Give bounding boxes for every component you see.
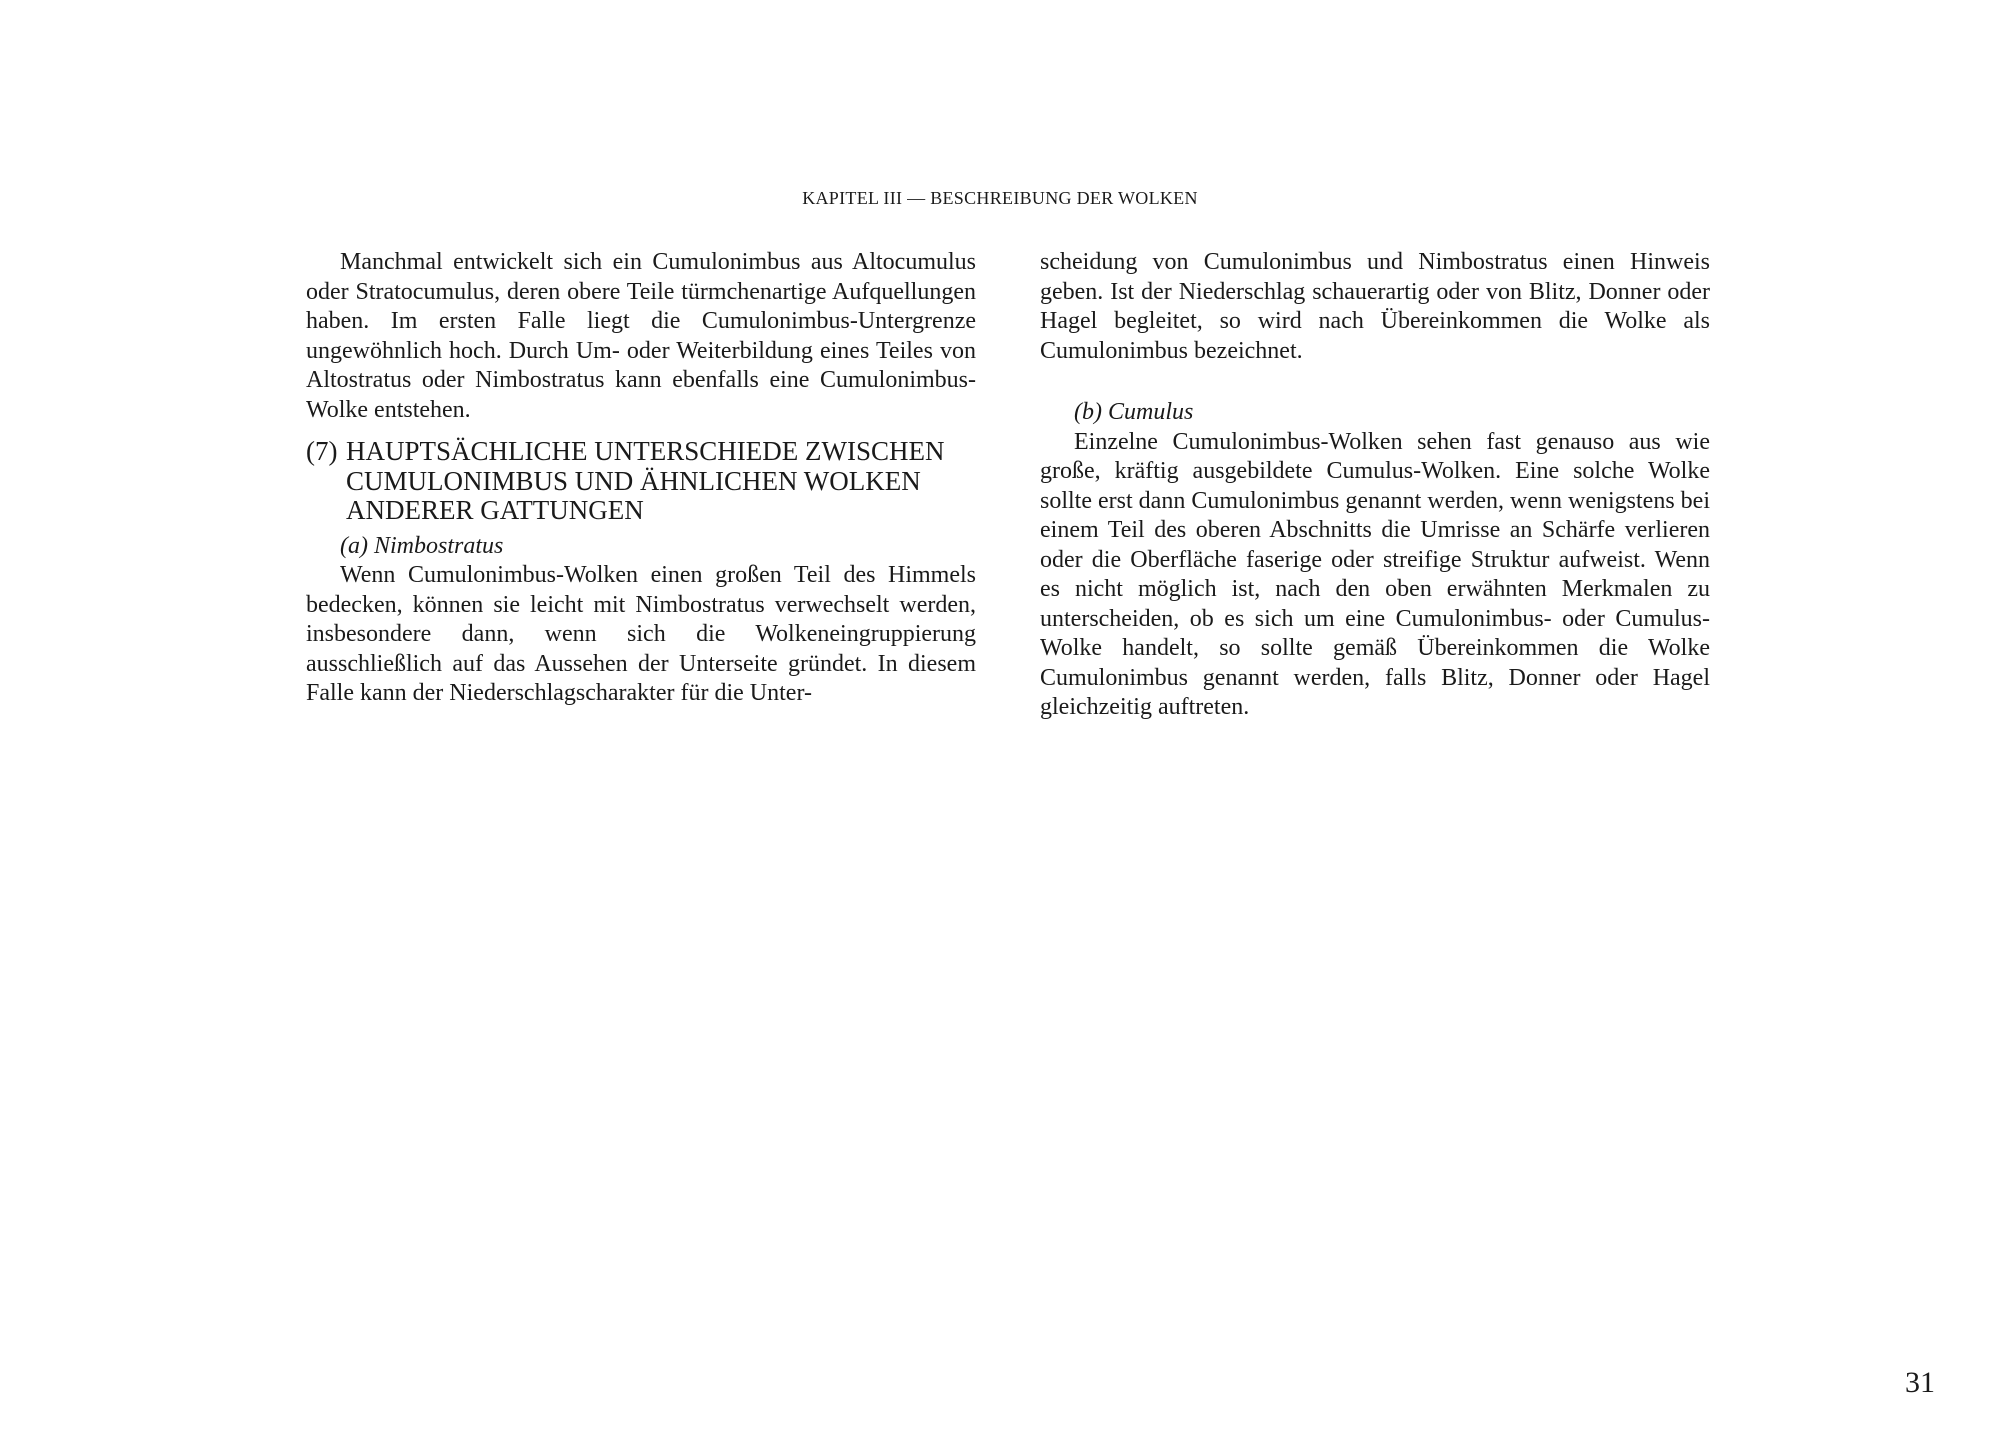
section-title-line: HAUPTSÄCHLICHE UNTERSCHIEDE ZWISCHEN xyxy=(346,436,945,466)
subheading-nimbostratus: (a) Nimbostratus xyxy=(340,532,504,559)
running-head: KAPITEL III — BESCHREIBUNG DER WOLKEN xyxy=(802,188,1198,208)
intro-paragraph: Manchmal entwickelt sich ein Cumulonimbus aus Altocumulus oder Stratocumulus, deren obere Teile türmchenartige Aufquellungen haben. Im ersten Falle liegt die Cumulonimbus-Untergrenze ungewöhnlich hoch. Durch Um- oder Weiterbildung eines Teiles von Altostratus oder Nimbostratus kann ebenfalls eine Cumulonimbus-Wolke entstehen. xyxy=(306,249,976,423)
subheading-cumulus: (b) Cumulus xyxy=(1074,399,1194,425)
right-column xyxy=(1040,248,1710,723)
section-title-line: CUMULONIMBUS UND ÄHNLICHEN WOLKEN xyxy=(346,465,921,496)
section-heading xyxy=(306,437,976,526)
continued-paragraph: scheidung von Cumulonimbus und Nimbostratus einen Hinweis geben. Ist der Niederschlag schauerartig oder von Blitz, Donner oder Hagel begleitet, so wird nach Übereinkommen die Wolke als Cumulonimbus bezeichnet. xyxy=(1040,249,1710,364)
section-title-line: ANDERER GATTUNGEN xyxy=(346,495,644,525)
section-number: (7) xyxy=(306,436,338,466)
paragraph-cumulus: Einzelne Cumulonimbus-Wolken sehen fast genauso aus wie große, kräftig ausgebildete Cumulus-Wolken. Eine solche Wolke sollte erst dann Cumulonimbus genannt werden, wenn wenigstens bei einem Teil des oberen Abschnitts die Umrisse an Schärfe verlieren oder die Oberfläche faserige oder streifige Struktur aufweist. Wenn es nicht möglich ist, nach den oben erwähnten Merkmalen zu unterscheiden, ob es sich um eine Cumulonimbus- oder Cumulus-Wolke handelt, so sollte gemäß Übereinkommen die Wolke Cumulonimbus genannt werden, falls Blitz, Donner oder Hagel gleichzeitig auftreten. xyxy=(1040,428,1710,720)
page-number: 31 xyxy=(1905,1366,1935,1399)
paragraph-nimbostratus: Wenn Cumulonimbus-Wolken einen großen Teil des Himmels bedecken, können sie leicht mit Nimbostratus verwechselt werden, insbesondere dann, wenn sich die Wolkeneingruppierung ausschließlich auf das Aussehen der Unterseite gründet. In diesem Falle kann der Niederschlagscharakter für die Unter- xyxy=(306,562,976,706)
left-column xyxy=(306,248,976,709)
